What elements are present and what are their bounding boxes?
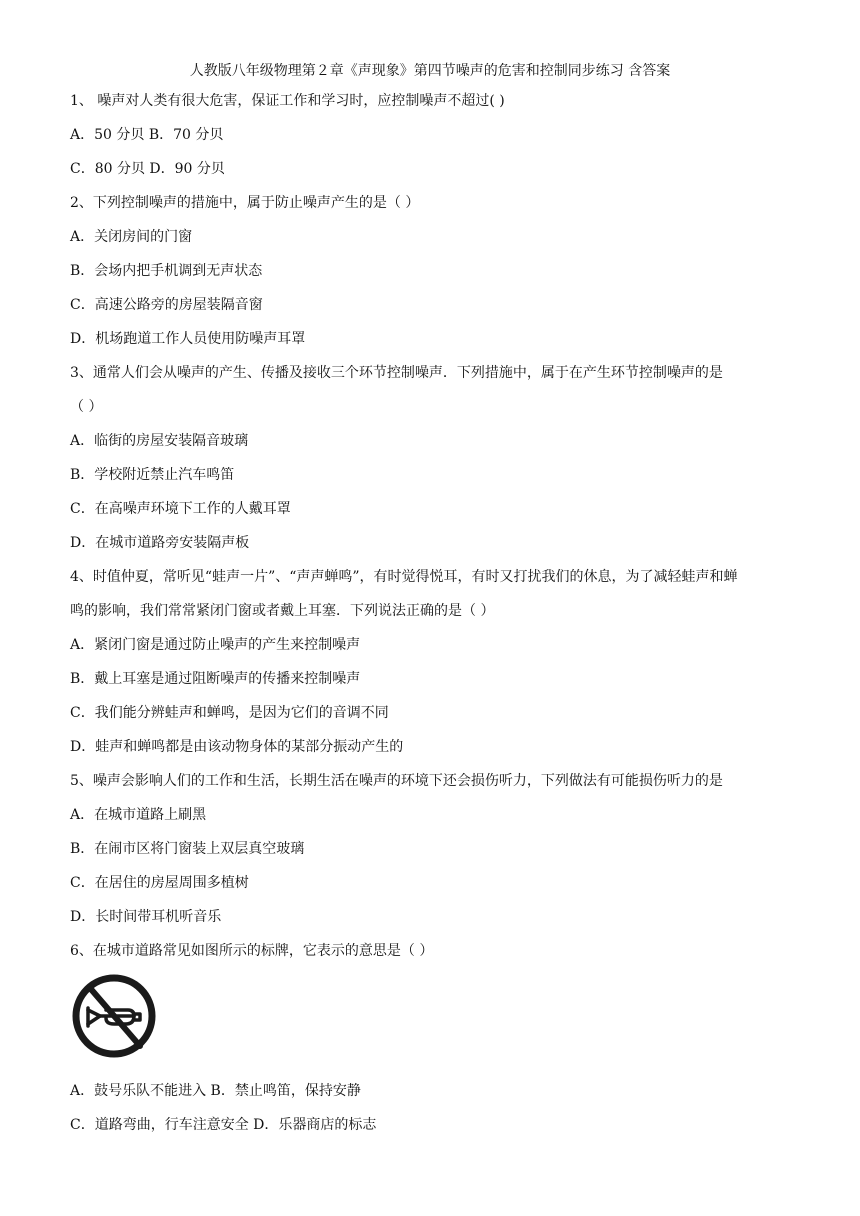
q3-option-a: A．临街的房屋安装隔音玻璃 <box>70 433 249 449</box>
no-horn-sign-icon <box>70 970 158 1062</box>
q2-option-b: B．会场内把手机调到无声状态 <box>70 263 263 279</box>
q5-option-d: D．长时间带耳机听音乐 <box>70 909 222 925</box>
q3-option-c: C．在高噪声环境下工作的人戴耳罩 <box>70 501 291 517</box>
q3-option-d: D．在城市道路旁安装隔声板 <box>70 535 250 551</box>
question-5: 5、噪声会影响人们的工作和生活，长期生活在噪声的环境下还会损伤听力，下列做法有可能损伤听力的是 <box>70 773 723 789</box>
q3-option-b: B．学校附近禁止汽车鸣笛 <box>70 467 235 483</box>
q1-options-ab: A．50 分贝 B．70 分贝 <box>70 127 224 143</box>
q2-option-d: D．机场跑道工作人员使用防噪声耳罩 <box>70 331 306 347</box>
q4-option-a: A．紧闭门窗是通过防止噪声的产生来控制噪声 <box>70 637 361 653</box>
question-3: 3、通常人们会从噪声的产生、传播及接收三个环节控制噪声．下列措施中，属于在产生环节控制噪声的是 <box>70 365 723 381</box>
q5-option-a: A．在城市道路上刷黑 <box>70 807 207 823</box>
q1-options-cd: C．80 分贝 D．90 分贝 <box>70 161 225 177</box>
q4-option-b: B．戴上耳塞是通过阻断噪声的传播来控制噪声 <box>70 671 361 687</box>
q4-option-d: D．蛙声和蝉鸣都是由该动物身体的某部分振动产生的 <box>70 739 404 755</box>
q2-option-c: C．高速公路旁的房屋装隔音窗 <box>70 297 263 313</box>
q2-option-a: A．关闭房间的门窗 <box>70 229 193 245</box>
q6-options-cd: C．道路弯曲，行车注意安全 D．乐器商店的标志 <box>70 1117 377 1133</box>
document-title: 人教版八年级物理第２章《声现象》第四节噪声的危害和控制同步练习 含答案 <box>189 63 671 79</box>
q5-option-c: C．在居住的房屋周围多植树 <box>70 875 249 891</box>
question-3-continued: （ ） <box>70 399 103 415</box>
question-6: 6、在城市道路常见如图所示的标牌，它表示的意思是（ ） <box>70 943 434 959</box>
question-4: 4、时值仲夏，常听见“蛙声一片”、“声声蝉鸣”，有时觉得悦耳，有时又打扰我们的休息，为了减轻蛙声和蝉 <box>70 569 738 585</box>
question-4-continued: 鸣的影响，我们常常紧闭门窗或者戴上耳塞．下列说法正确的是（ ） <box>70 603 495 619</box>
q5-option-b: B．在闹市区将门窗装上双层真空玻璃 <box>70 841 305 857</box>
q6-options-ab: A．鼓号乐队不能进入 B．禁止鸣笛，保持安静 <box>70 1083 361 1099</box>
question-2: 2、下列控制噪声的措施中，属于防止噪声产生的是（ ） <box>70 195 420 211</box>
question-1: 1、 噪声对人类有很大危害，保证工作和学习时，应控制噪声不超过( ) <box>70 93 505 109</box>
q4-option-c: C．我们能分辨蛙声和蝉鸣，是因为它们的音调不同 <box>70 705 389 721</box>
